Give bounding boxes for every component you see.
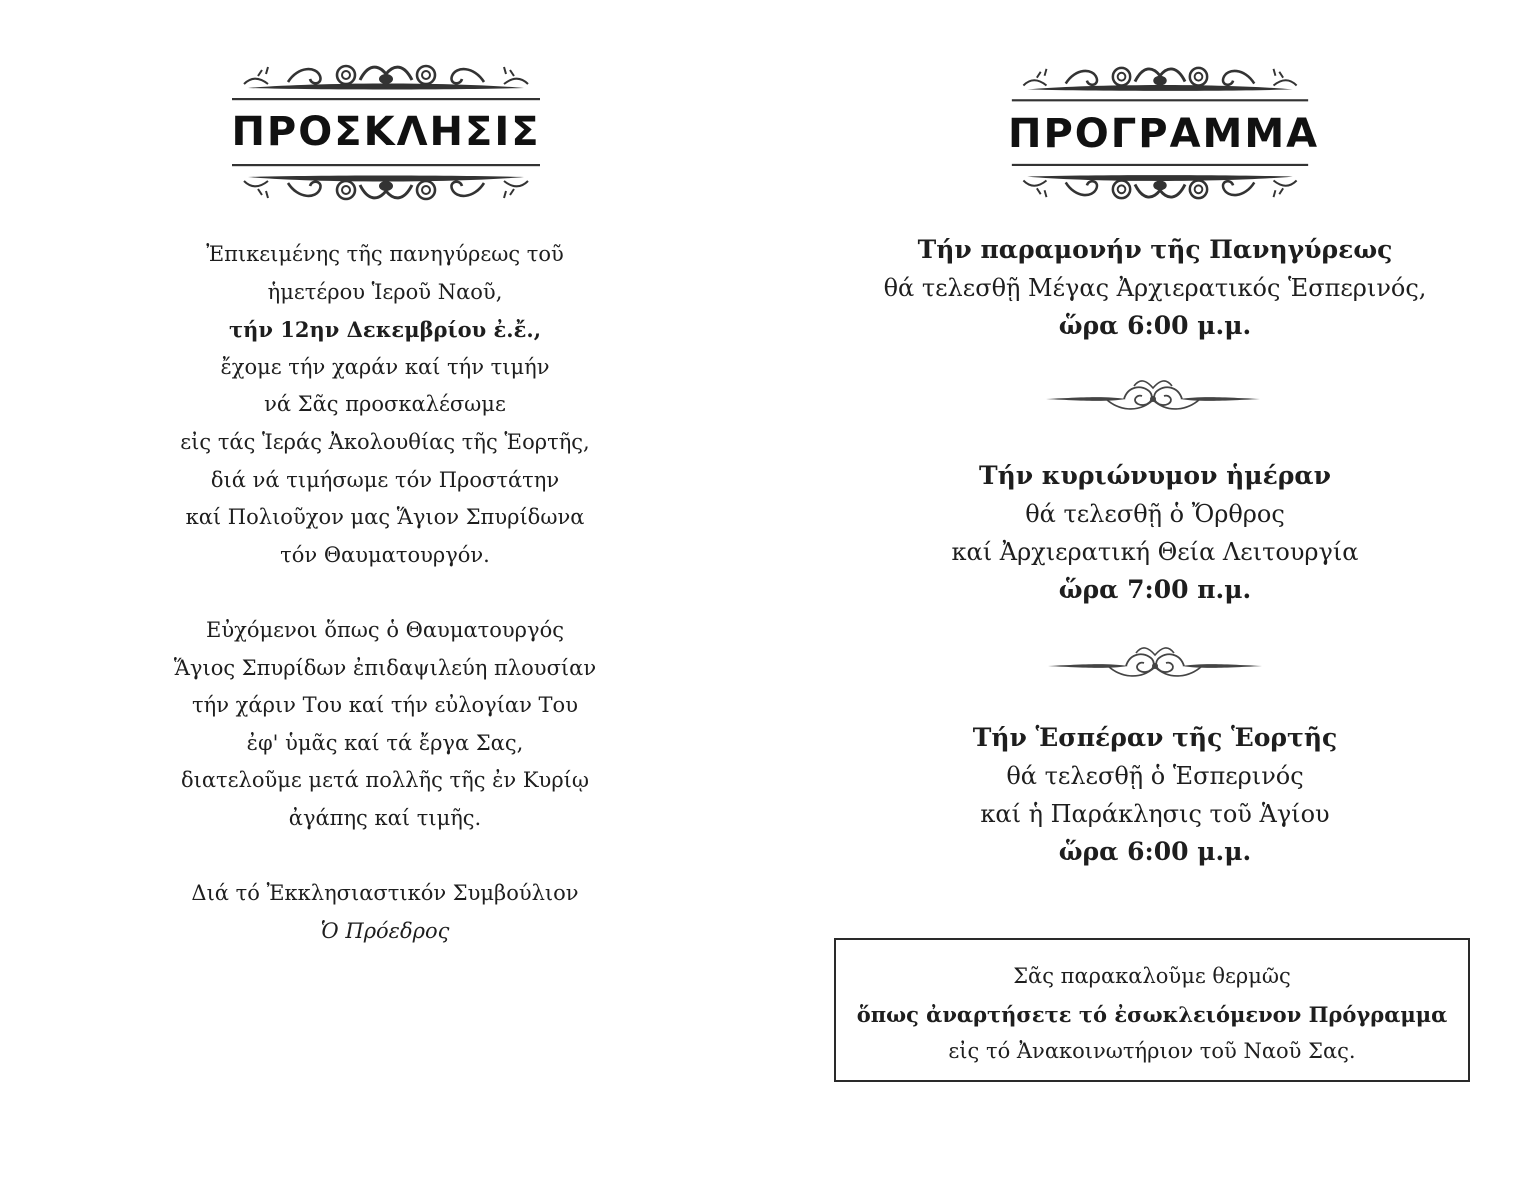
body-line: διά νά τιμήσωμε τόν Προστάτην (210, 467, 560, 492)
signature-president: Ὁ Πρόεδρος (320, 918, 450, 943)
body-line: ἡμετέρου Ἱεροῦ Ναοῦ, (267, 279, 503, 304)
signature-council: Διά τό Ἐκκλησιαστικόν Συμβούλιον (191, 881, 579, 906)
program-title-block (1008, 62, 1320, 204)
body-line: Ἅγιος Σπυρίδων ἐπιδαψιλεύη πλουσίαν (173, 655, 597, 680)
body-line: εἰς τάς Ἱεράς Ἀκολουθίας τῆς Ἑορτῆς, (180, 429, 590, 454)
notice-line: Σᾶς παρακαλοῦμε θερμῶς (1013, 964, 1291, 988)
body-line: νά Σᾶς προσκαλέσωμε (264, 392, 506, 417)
section-line: καί ἡ Παράκλησις τοῦ Ἁγίου (980, 800, 1330, 828)
program-title: ΠΡΟΓΡΑΜΜΑ (1008, 111, 1320, 157)
invitation-title-block (228, 60, 544, 205)
program-section-vespers-eve (840, 231, 1470, 345)
section-line: καί Ἀρχιερατική Θεία Λειτουργία (951, 538, 1359, 566)
body-line: διατελοῦμε μετά πολλῆς τῆς ἐν Κυρίῳ (180, 768, 590, 793)
notice-box (834, 938, 1470, 1082)
program-section-feast-evening (840, 719, 1470, 871)
section-line: θά τελεσθῇ ὁ Ὄρθρος (1025, 500, 1285, 528)
invitation-title: ΠΡΟΣΚΛΗΣΙΣ (231, 109, 541, 155)
section-heading: Τήν Ἑσπέραν τῆς Ἑορτῆς (972, 723, 1338, 752)
invitation-body (130, 236, 640, 950)
notice-line: εἰς τό Ἀνακοινωτήριον τοῦ Ναοῦ Σας. (948, 1039, 1356, 1063)
body-line: ἀγάπης καί τιμῆς. (288, 805, 482, 830)
body-line: Ἐπικειμένης τῆς πανηγύρεως τοῦ (206, 242, 564, 266)
body-line: ἐφ' ὑμᾶς καί τά ἔργα Σας, (246, 730, 524, 755)
program-section-feast-day (840, 457, 1470, 609)
feast-date: τήν 12ην Δεκεμβρίου ἐ.ἔ., (228, 317, 542, 343)
body-line: ἔχομε τήν χαράν καί τήν τιμήν (220, 354, 550, 379)
section-line: θά τελεσθῇ ὁ Ἑσπερινός (1006, 762, 1304, 790)
body-line: καί Πολιοῦχον μας Ἅγιον Σπυρίδωνα (185, 505, 585, 530)
flourish-divider-icon (1046, 376, 1260, 422)
section-time: ὥρα 7:00 π.μ. (1058, 575, 1252, 604)
flourish-divider-icon (1048, 643, 1262, 689)
section-time: ὥρα 6:00 μ.μ. (1058, 837, 1252, 866)
section-heading: Τήν παραμονήν τῆς Πανηγύρεως (917, 235, 1393, 264)
body-line: Εὐχόμενοι ὅπως ὁ Θαυματουργός (206, 617, 564, 642)
notice-line: ὅπως ἀναρτήσετε τό ἐσωκλειόμενον Πρόγραμμα (856, 1001, 1448, 1027)
body-line: τήν χάριν Του καί τήν εὐλογίαν Του (192, 693, 578, 718)
section-line: θά τελεσθῇ Μέγας Ἀρχιερατικός Ἑσπερινός, (883, 274, 1427, 302)
section-heading: Τήν κυριώνυμον ἡμέραν (978, 461, 1332, 490)
body-line: τόν Θαυματουργόν. (280, 542, 490, 567)
section-time: ὥρα 6:00 μ.μ. (1058, 311, 1252, 340)
